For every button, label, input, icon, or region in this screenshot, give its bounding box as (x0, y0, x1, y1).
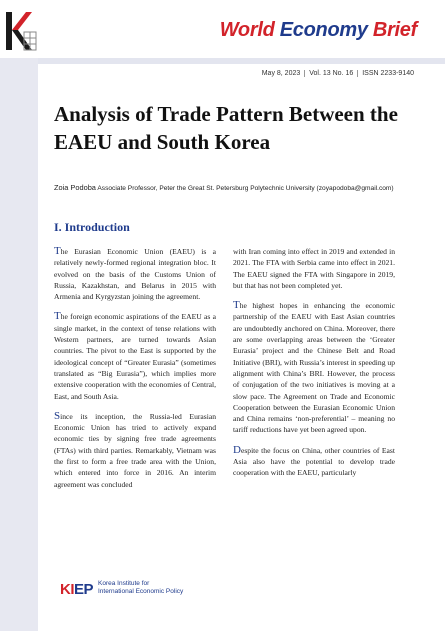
institute-name-line-2: International Economic Policy (98, 588, 184, 595)
author-name: Zoia Podoba (54, 183, 96, 192)
paragraph-text: he highest hopes in enhancing the economic partnership of the EAEU with East Asian countries are undoubtedly anchored on China. Moreover, there are some overlapping areas between the ‘Greater Eurasia’ project and the Chinese Belt and Road Initiative (BRI), with Russia’s interest in speeding up alignment with China’s BRI. However, the process of conjugation of the two initiatives is moving at a slow pace. The Agreement on Trade and Economic Cooperation between the Eurasian Economic Union and China remains ‘non-preferential’ – meaning no tariff reductions have yet been agreed upon. (233, 301, 395, 435)
publication-brand (220, 19, 417, 42)
header-divider (38, 58, 445, 64)
drop-letter: T (54, 310, 61, 323)
kiep-logo-part-1: KI (60, 581, 74, 598)
kiep-logo-icon (60, 581, 93, 598)
brand-word-3: Brief (367, 19, 417, 41)
issue-meta (259, 70, 417, 77)
paragraph (233, 300, 395, 436)
author-affiliation: Associate Professor, Peter the Great St. Petersburg Polytechnic University (zoyapodoba@gmail.com) (97, 185, 394, 192)
paragraph (54, 411, 216, 490)
paragraph-text: he foreign economic aspirations of the EAEU as a single market, in the context of tense relations with Western partners, are turned towards Asian countries. The pivot to the East is supported by the ideological concept of “Greater Eurasia” (sometimes translated as “Big Eurasia”), which implies more extensive cooperation with the economies of Central, East, and South Asia. (54, 312, 216, 401)
drop-letter: T (54, 245, 61, 257)
paragraph (233, 445, 395, 479)
issue-volume: Vol. 13 No. 16 (309, 70, 354, 77)
paragraph-text: ince its inception, the Russia-led Eurasian Economic Union has tried to actively expand economic ties by signing free trade agreements (FTAs) with third parties. Remarkably, Vietnam was the first to form a free trade area with the Union, which entered into force in 2016. An interim agreement was concluded (54, 411, 216, 489)
paragraph-text: with Iran coming into effect in 2019 and extended in 2021. The FTA with Serbia came into effect in 2021. The EAEU signed the FTA with Singapore in 2019, but that has not been completed yet. (233, 247, 395, 290)
paragraph-text: he Eurasian Economic Union (EAEU) is a relatively newly-formed regional integration bloc. It evolved on the basis of the Customs Union of Russia, Kazakhstan, and Belarus in 2015 with Armenia and Kyrgyzstan joining the agreement. (54, 247, 216, 302)
footer-logo (60, 580, 225, 600)
paragraph-text: espite the focus on China, other countries of East Asia also have the potential to develop trade cooperation with the EAEU, particularly (233, 445, 395, 478)
section-heading: I. Introduction (54, 220, 130, 234)
issue-issn: ISSN 2233-9140 (362, 70, 414, 77)
left-sidebar-band (0, 0, 38, 631)
right-column (233, 246, 395, 488)
institute-name (98, 580, 183, 596)
brand-word-2: Economy (279, 19, 368, 41)
drop-letter: D (233, 443, 241, 456)
paragraph (54, 311, 216, 401)
drop-letter: S (54, 409, 61, 422)
paragraph (233, 246, 395, 291)
page-title: Analysis of Trade Pattern Between the EAEU and South Korea (54, 102, 398, 154)
author-line (54, 183, 394, 192)
paragraph (54, 246, 216, 302)
issue-date: May 8, 2023 (261, 70, 301, 77)
brand-word-1: World (219, 19, 280, 41)
publisher-logo-icon (2, 6, 40, 56)
drop-letter: T (233, 299, 240, 312)
kiep-logo-part-2: EP (74, 581, 94, 598)
institute-name-line-1: Korea Institute for (98, 580, 150, 587)
left-column (54, 246, 216, 499)
